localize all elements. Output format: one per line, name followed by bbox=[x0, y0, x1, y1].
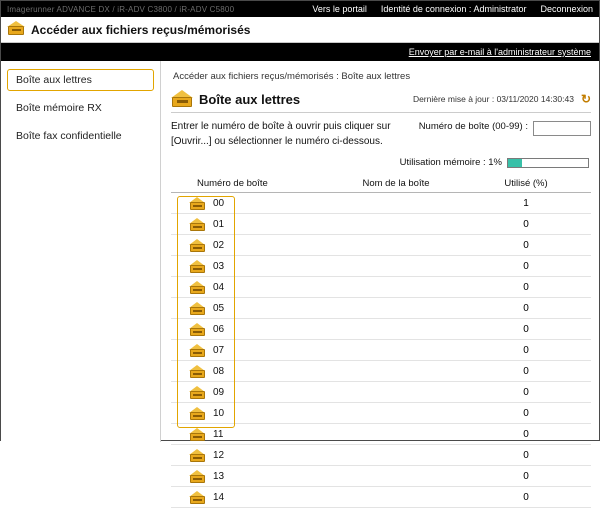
box-name-cell bbox=[331, 214, 461, 235]
device-model-label: Imagerunner ADVANCE DX / iR-ADV C3800 / iR-ADV C5800 bbox=[7, 4, 235, 14]
table-row[interactable] bbox=[171, 214, 591, 235]
box-number-label[interactable]: 08 bbox=[213, 365, 225, 377]
page-header bbox=[1, 17, 599, 43]
mailbox-icon[interactable] bbox=[189, 365, 206, 378]
mailbox-icon[interactable] bbox=[189, 323, 206, 336]
login-user: Administrator bbox=[473, 4, 527, 14]
box-name-cell bbox=[331, 193, 461, 214]
box-list-scroll-area[interactable] bbox=[171, 176, 591, 503]
box-name-cell bbox=[331, 403, 461, 424]
mailbox-icon[interactable] bbox=[189, 470, 206, 483]
box-name-cell bbox=[331, 445, 461, 466]
memory-usage-row bbox=[171, 157, 591, 168]
box-used-cell: 0 bbox=[461, 298, 591, 319]
box-used-cell: 0 bbox=[461, 361, 591, 382]
refresh-icon[interactable]: ↻ bbox=[580, 92, 591, 106]
logout-link[interactable]: Deconnexion bbox=[540, 4, 593, 14]
memory-usage-bar bbox=[507, 158, 589, 168]
box-number-label[interactable]: 11 bbox=[213, 428, 224, 440]
sidebar-item-label: Boîte mémoire RX bbox=[16, 102, 102, 114]
main-content bbox=[161, 61, 599, 503]
table-row[interactable] bbox=[171, 424, 591, 445]
box-name-cell bbox=[331, 235, 461, 256]
device-topbar bbox=[1, 1, 599, 17]
box-number-label[interactable]: 04 bbox=[213, 281, 225, 293]
column-header-used: Utilisé (%) bbox=[461, 176, 591, 193]
table-row[interactable] bbox=[171, 340, 591, 361]
mailbox-table bbox=[171, 176, 591, 508]
column-header-name: Nom de la boîte bbox=[331, 176, 461, 193]
email-admin-link[interactable]: Envoyer par e-mail à l'administrateur système bbox=[408, 47, 591, 57]
page-body bbox=[1, 61, 599, 503]
mailbox-icon[interactable] bbox=[189, 239, 206, 252]
box-number-label[interactable]: 00 bbox=[213, 197, 225, 209]
section-title: Boîte aux lettres bbox=[199, 91, 301, 107]
sidebar-item-boite-memoire-rx[interactable] bbox=[7, 97, 154, 119]
box-number-label[interactable]: 02 bbox=[213, 239, 225, 251]
box-number-cell[interactable] bbox=[171, 235, 331, 256]
mailbox-icon bbox=[7, 21, 25, 39]
box-number-label[interactable]: 10 bbox=[213, 407, 225, 419]
box-number-cell[interactable] bbox=[171, 487, 331, 508]
box-number-field-group bbox=[419, 120, 591, 149]
box-number-cell[interactable] bbox=[171, 256, 331, 277]
mailbox-icon[interactable] bbox=[189, 407, 206, 420]
topbar-links bbox=[312, 4, 593, 14]
box-number-label[interactable]: 09 bbox=[213, 386, 225, 398]
box-name-cell bbox=[331, 361, 461, 382]
section-header bbox=[171, 90, 591, 113]
box-used-cell: 0 bbox=[461, 487, 591, 508]
table-row[interactable] bbox=[171, 235, 591, 256]
box-number-label: Numéro de boîte (00-99) : bbox=[418, 121, 528, 132]
portal-link[interactable]: Vers le portail bbox=[312, 4, 367, 14]
table-row[interactable] bbox=[171, 193, 591, 214]
last-updated bbox=[413, 94, 574, 104]
sidebar bbox=[1, 61, 161, 442]
sidebar-item-label: Boîte fax confidentielle bbox=[16, 130, 122, 142]
login-identity bbox=[381, 4, 527, 14]
column-header-number: Numéro de boîte bbox=[171, 176, 331, 193]
box-used-cell: 0 bbox=[461, 256, 591, 277]
box-number-cell[interactable] bbox=[171, 298, 331, 319]
box-name-cell bbox=[331, 487, 461, 508]
mailbox-icon bbox=[171, 90, 193, 108]
box-number-label[interactable]: 01 bbox=[213, 218, 225, 230]
box-number-label[interactable]: 07 bbox=[213, 344, 225, 356]
box-name-cell bbox=[331, 256, 461, 277]
box-number-cell[interactable] bbox=[171, 319, 331, 340]
box-used-cell: 0 bbox=[461, 319, 591, 340]
box-number-cell[interactable] bbox=[171, 382, 331, 403]
box-used-cell: 0 bbox=[461, 340, 591, 361]
table-row[interactable] bbox=[171, 319, 591, 340]
box-used-cell: 0 bbox=[461, 235, 591, 256]
login-label: Identité de connexion : bbox=[380, 4, 472, 14]
box-name-cell bbox=[331, 466, 461, 487]
mailbox-icon[interactable] bbox=[189, 218, 206, 231]
box-number-cell[interactable] bbox=[171, 214, 331, 235]
table-row[interactable] bbox=[171, 466, 591, 487]
box-used-cell: 0 bbox=[461, 466, 591, 487]
mailbox-icon[interactable] bbox=[189, 386, 206, 399]
box-used-cell: 0 bbox=[461, 445, 591, 466]
box-name-cell bbox=[331, 319, 461, 340]
table-row[interactable] bbox=[171, 277, 591, 298]
box-number-label[interactable]: 14 bbox=[213, 491, 225, 503]
box-number-label[interactable]: 03 bbox=[213, 260, 225, 272]
last-updated-value: 03/11/2020 14:30:43 bbox=[496, 94, 574, 104]
mailbox-icon[interactable] bbox=[189, 491, 206, 504]
box-name-cell bbox=[331, 424, 461, 445]
page-title: Accéder aux fichiers reçus/mémorisés bbox=[31, 22, 251, 37]
box-number-cell[interactable] bbox=[171, 403, 331, 424]
box-name-cell bbox=[331, 298, 461, 319]
table-row[interactable] bbox=[171, 256, 591, 277]
table-header-row bbox=[171, 176, 591, 193]
sidebar-item-label: Boîte aux lettres bbox=[16, 74, 92, 86]
mailbox-icon[interactable] bbox=[189, 428, 206, 441]
box-number-cell[interactable] bbox=[171, 193, 331, 214]
box-number-input[interactable] bbox=[533, 121, 591, 136]
table-row[interactable] bbox=[171, 298, 591, 319]
table-row[interactable] bbox=[171, 445, 591, 466]
mailbox-icon[interactable] bbox=[189, 449, 206, 462]
box-used-cell: 0 bbox=[461, 214, 591, 235]
box-number-cell[interactable] bbox=[171, 277, 331, 298]
box-used-cell: 0 bbox=[461, 403, 591, 424]
memory-usage-label: Utilisation mémoire : 1% bbox=[399, 157, 502, 168]
box-number-label[interactable]: 13 bbox=[213, 470, 225, 482]
box-name-cell bbox=[331, 277, 461, 298]
table-row[interactable] bbox=[171, 403, 591, 424]
box-number-cell[interactable] bbox=[171, 445, 331, 466]
box-number-cell[interactable] bbox=[171, 424, 331, 445]
mailbox-icon[interactable] bbox=[189, 302, 206, 315]
admin-email-bar bbox=[1, 43, 599, 61]
mailbox-icon[interactable] bbox=[189, 281, 206, 294]
last-updated-label: Dernière mise à jour : bbox=[412, 94, 495, 104]
box-used-cell: 0 bbox=[461, 382, 591, 403]
table-row[interactable] bbox=[171, 361, 591, 382]
box-name-cell bbox=[331, 340, 461, 361]
table-row[interactable] bbox=[171, 382, 591, 403]
box-number-label[interactable]: 12 bbox=[213, 449, 225, 461]
instruction-text: Entrer le numéro de boîte à ouvrir puis cliquer sur [Ouvrir...] ou sélectionner le numéro ci-dessous. bbox=[171, 121, 391, 147]
box-number-label[interactable]: 06 bbox=[213, 323, 225, 335]
box-number-cell[interactable] bbox=[171, 361, 331, 382]
box-used-cell: 0 bbox=[461, 424, 591, 445]
table-row[interactable] bbox=[171, 487, 591, 508]
box-used-cell: 1 bbox=[461, 193, 591, 214]
box-number-label[interactable]: 05 bbox=[213, 302, 225, 314]
sidebar-item-boite-aux-lettres[interactable] bbox=[7, 69, 154, 91]
mailbox-icon[interactable] bbox=[189, 344, 206, 357]
instruction-row bbox=[171, 120, 591, 149]
mailbox-icon[interactable] bbox=[189, 260, 206, 273]
breadcrumb: Accéder aux fichiers reçus/mémorisés : Boîte aux lettres bbox=[173, 71, 411, 82]
box-number-cell[interactable] bbox=[171, 340, 331, 361]
mailbox-icon[interactable] bbox=[189, 197, 206, 210]
sidebar-item-boite-fax-confidentielle[interactable] bbox=[7, 125, 154, 147]
box-name-cell bbox=[331, 382, 461, 403]
box-used-cell: 0 bbox=[461, 277, 591, 298]
box-number-cell[interactable] bbox=[171, 466, 331, 487]
